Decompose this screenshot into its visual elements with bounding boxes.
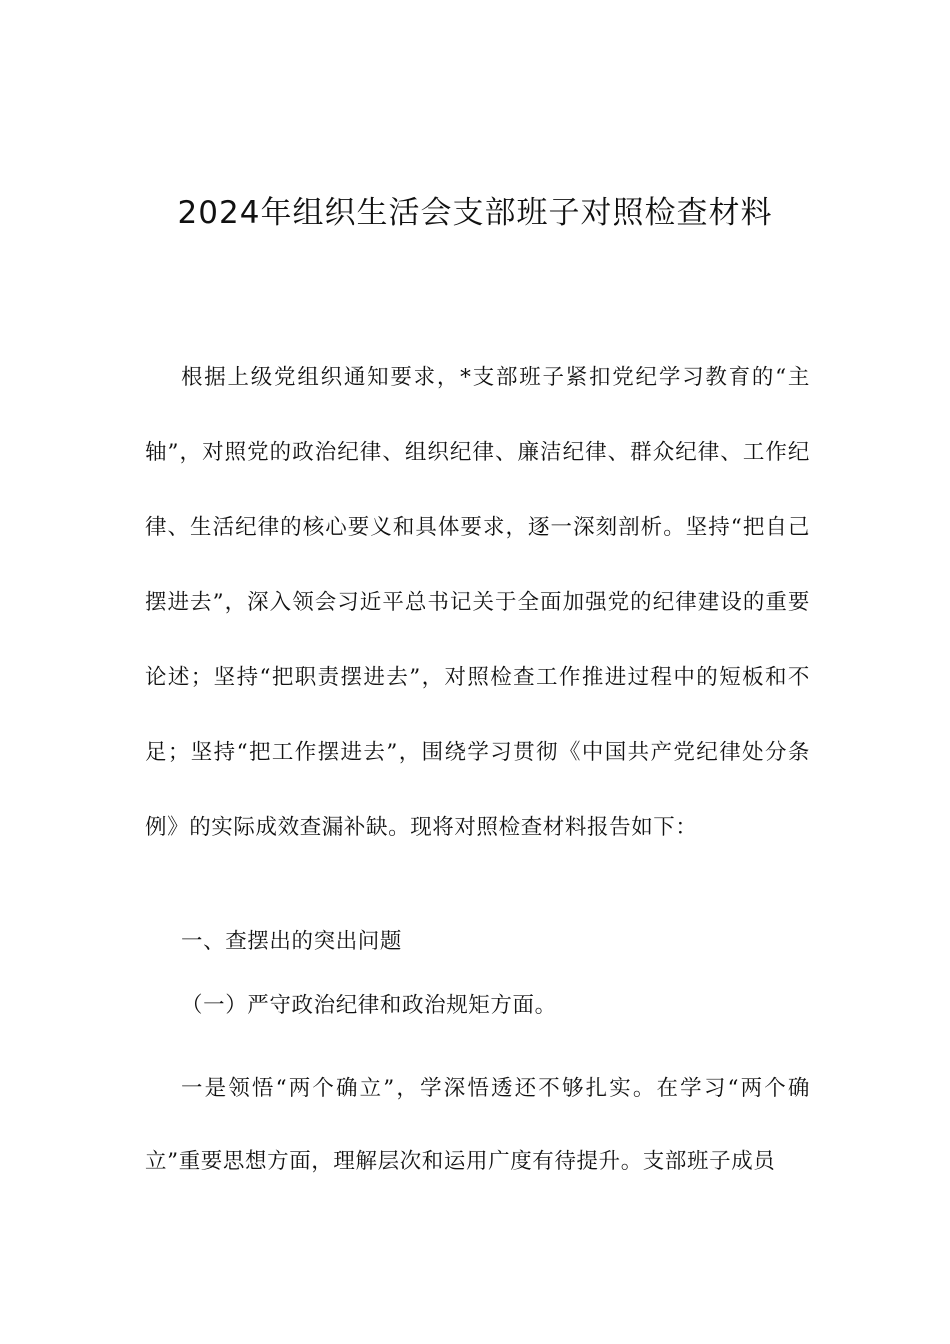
- document-title: 2024年组织生活会支部班子对照检查材料: [177, 195, 773, 231]
- subsection-heading: （一）严守政治纪律和政治规矩方面。: [181, 993, 557, 1018]
- intro-paragraph: 根据上级党组织通知要求，*支部班子紧扣党纪学习教育的“主轴”，对照党的政治纪律、组织纪律、廉洁纪律、群众纪律、工作纪律、生活纪律的核心要义和具体要求，逐一深刻剖析。坚持“把自己摆进去”，深入领会习近平总书记关于全面加强党的纪律建设的重要论述；坚持“把职责摆进去”，对照检查工作推进过程中的短板和不足；坚持“把工作摆进去”，围绕学习贯彻《中国共产党纪律处分条例》的实际成效查漏补缺。现将对照检查材料报告如下：: [145, 365, 810, 840]
- section-heading: 一、查摆出的突出问题: [181, 929, 403, 954]
- point-paragraph: 一是领悟“两个确立”，学深悟透还不够扎实。在学习“两个确立”重要思想方面，理解层次和运用广度有待提升。支部班子成员: [145, 1076, 810, 1174]
